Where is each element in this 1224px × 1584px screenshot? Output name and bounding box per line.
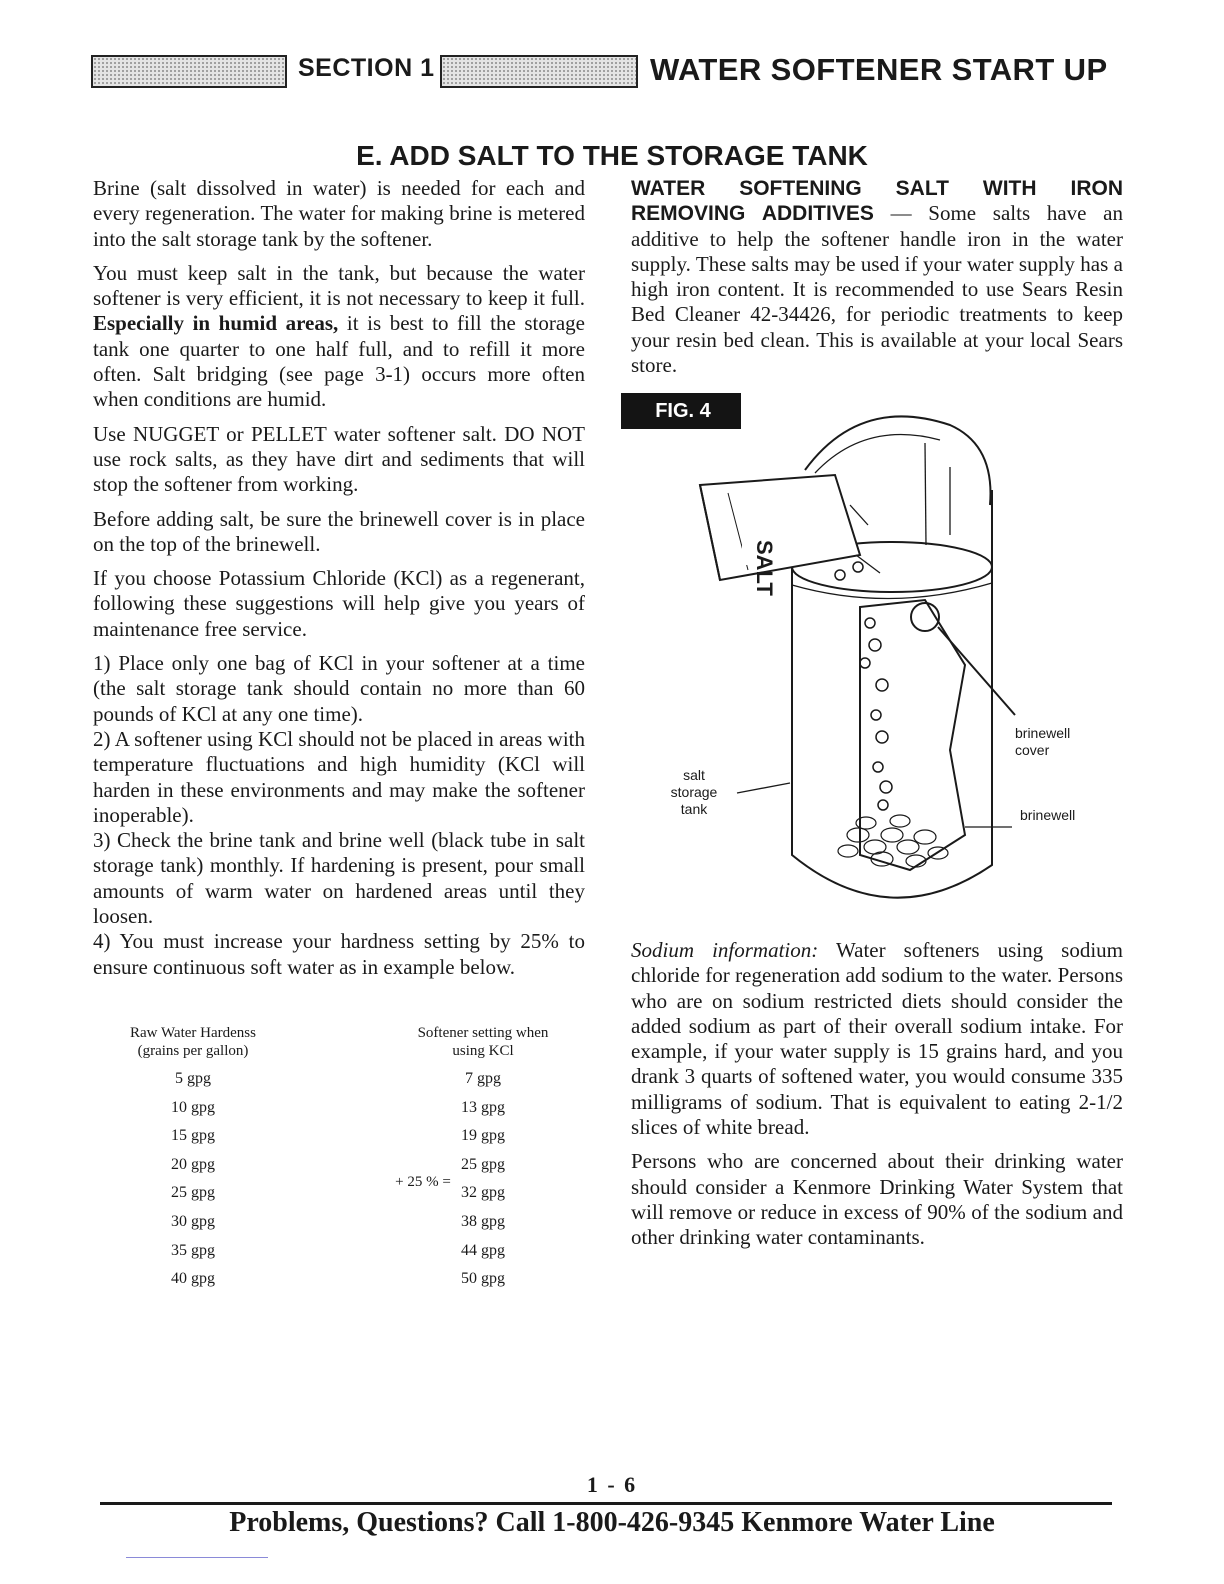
label-brinewell: brinewell — [1020, 807, 1076, 823]
paragraph-brinewell-cover: Before adding salt, be sure the brinewell cover is in place on the top of the brinewell. — [93, 506, 585, 556]
page-title: E. ADD SALT TO THE STORAGE TANK — [356, 140, 868, 171]
right-column — [631, 176, 1123, 387]
raw-hardness-cell: 25 gpg — [171, 1184, 215, 1202]
page-number: 1 - 6 — [586, 1472, 638, 1497]
label-brinewell-cover: brinewell cover — [1015, 725, 1071, 758]
softener-illustration — [620, 395, 1120, 920]
table-header-raw: Raw Water Hardenss (grains per gallon) — [130, 1025, 256, 1059]
kcl-setting-cell: 7 gpg — [465, 1070, 501, 1087]
link-underline — [126, 1557, 268, 1558]
header-pattern-right — [440, 55, 638, 88]
footer-rule — [100, 1502, 1112, 1505]
raw-hardness-cell: 15 gpg — [171, 1127, 215, 1145]
table-operator: + 25 % = — [395, 1174, 451, 1190]
bag-label: SALT — [752, 540, 777, 596]
paragraph-keep-salt: You must keep salt in the tank, but because the water softener is very efficient, it is not necessary to keep it full. Especially in humid areas, it is best to fill the storage tank one quarter to one half full, and to refill it more often. Salt bridging (see page 3-1) occurs more often when conditions are humid. — [93, 260, 585, 412]
header-title: WATER SOFTENER START UP — [650, 52, 1108, 87]
table-header-kcl: Softener setting when using KCl — [417, 1025, 549, 1059]
kcl-setting-cell: 38 gpg — [461, 1213, 505, 1230]
list-item: 2) A softener using KCl should not be placed in areas with temperature fluctuations and high humidity (KCl will harden in these environments and may make the softener inoperable). — [93, 726, 585, 827]
figure-softener-diagram — [620, 395, 1120, 920]
raw-hardness-cell: 30 gpg — [171, 1213, 215, 1230]
kcl-setting-cell: 32 gpg — [461, 1184, 505, 1202]
emphasis-humid: Especially in humid areas, — [93, 311, 339, 336]
raw-hardness-cell: 20 gpg — [171, 1155, 215, 1173]
paragraph-kcl: If you choose Potassium Chloride (KCl) as a regenerant, following these suggestions will help give you years of maintenance free service. — [93, 566, 585, 641]
figure-badge: FIG. 4 — [621, 393, 741, 429]
paragraph-sodium: Sodium information: Water softeners using sodium chloride for regeneration add sodium to the water. Persons who are on sodium restricted diets should consider the added sodium as part of their overall sodium intake. For example, if your water supply is 15 grains hard, and you drank 3 quarts of softened water, you would consume 335 milligrams of sodium. That is equivalent to eating 2-1/2 slices of white bread. — [631, 938, 1124, 1140]
paragraph-kenmore-system: Persons who are concerned about their drinking water should consider a Kenmore Drinking Water System that will remove or reduce in excess of 90% of the sodium and other drinking water contaminants. — [631, 1149, 1123, 1250]
list-item: 4) You must increase your hardness setting by 25% to ensure continuous soft water as in example below. — [93, 929, 585, 979]
sodium-label: Sodium information: — [631, 938, 819, 962]
iron-heading: WATER SOFTENING SALT WITH IRON REMOVING ADDITIVES — [631, 177, 1123, 226]
raw-hardness-cell: 5 gpg — [175, 1070, 211, 1087]
left-column — [93, 176, 585, 980]
kcl-setting-cell: 25 gpg — [461, 1155, 505, 1173]
raw-hardness-cell: 40 gpg — [171, 1270, 215, 1288]
paragraph-salt-type: Use NUGGET or PELLET water softener salt. DO NOT use rock salts, as they have dirt and sediments that will stop the softener from working. — [93, 421, 585, 497]
kcl-setting-cell: 50 gpg — [461, 1270, 505, 1288]
salt-pellet-pile — [838, 815, 948, 867]
right-column-lower — [631, 938, 1123, 1260]
raw-hardness-cell: 35 gpg — [171, 1241, 215, 1259]
kcl-setting-cell: 19 gpg — [461, 1127, 505, 1145]
list-item: 3) Check the brine tank and brine well (black tube in salt storage tank) monthly. If hardening is present, pour small amounts of warm water on hardened areas until they loosen. — [93, 828, 585, 929]
salt-pellets-falling — [835, 562, 892, 810]
kcl-setting-cell: 13 gpg — [461, 1098, 505, 1116]
header-pattern-left — [91, 55, 287, 88]
kcl-setting-cell: 44 gpg — [461, 1241, 505, 1259]
list-item: 1) Place only one bag of KCl in your softener at a time (the salt storage tank should contain no more than 60 pounds of KCl at any one time). — [93, 651, 585, 726]
paragraph-brine: Brine (salt dissolved in water) is needed for each and every regeneration. The water for making brine is metered into the salt storage tank by the softener. — [93, 176, 585, 251]
paragraph-iron-salt: WATER SOFTENING SALT WITH IRON REMOVING ADDITIVES — Some salts have an additive to help the softener handle iron in the water supply. These salts may be used if your water supply has a high iron content. It is recommended to use Sears Resin Bed Cleaner 42-34426, for periodic treatments to keep your resin bed clean. This is available at your local Sears store. — [631, 177, 1123, 378]
raw-hardness-cell: 10 gpg — [171, 1098, 215, 1116]
section-label: SECTION 1 — [298, 54, 435, 82]
leader-salt-tank — [737, 783, 790, 793]
kcl-list — [93, 651, 585, 980]
footer-hotline: Problems, Questions? Call 1-800-426-9345 Kenmore Water Line — [229, 1507, 995, 1538]
label-salt-storage-tank: salt storage tank — [670, 767, 718, 817]
